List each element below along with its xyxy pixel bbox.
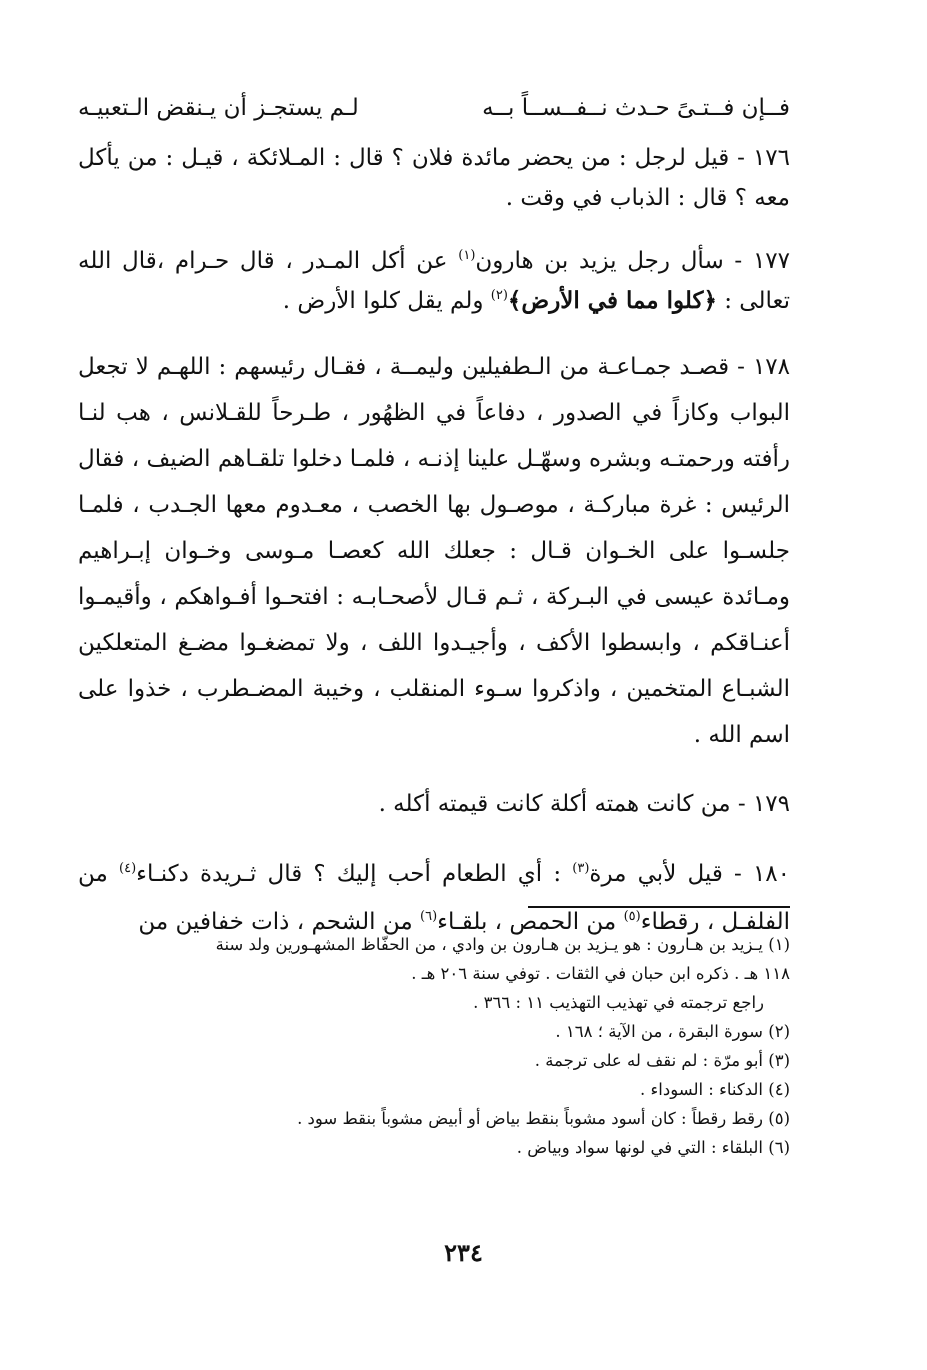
entry-180-text-part-3: من الحمص ، بلقـاء [437,909,624,935]
footnote-4: (٤) الدكناء : السوداء . [640,1080,790,1099]
verse-second-hemistich: لـم يستجـز أن يـنقض الـتعبيـه [78,95,359,121]
footnote-ref-5[interactable]: (٥) [623,909,641,924]
footnote-ref-6[interactable]: (٦) [420,909,438,924]
entry-176: ١٧٦ - قيل لرجل : من يحضر مائدة فلان ؟ قال : المـلائكة ، قيـل : من يأكل معه ؟ قال : الذباب في وقت . [78,145,790,211]
footnote-ref-4[interactable]: (٤) [119,861,137,876]
footnote-1-reference: راجع ترجمته في تهذيب التهذيب ١١ : ٣٦٦ . [473,993,764,1012]
footnote-ref-1[interactable]: (١) [458,248,476,263]
footnote-ref-3[interactable]: (٣) [572,861,590,876]
entry-177-text-middle: عن أكل المـدر ، قال حـرام ،قال الله تعالى : [78,248,790,314]
footnote-6: (٦) البلقاء : التي في لونها سواد وبياض . [516,1138,790,1157]
entry-178: ١٧٨ - قصـد جمـاعـة من الـطفيلين وليمــة ، فقـال رئيسهم : اللهـم لا تجعل البواب وكازاً في الصدور ، دفاعاً في الظهُور ، طـرحاً للقـلانس ، هب لنـا رأفته ورحمتـه وبشره وسهّـل علينا إذنـه ، فلمـا دخلوا تلقـاهم الضيف ، فقال الرئيس : غرة مباركـة ، موصـول بها الخصب ، معـدوم معها الجـدب ، فلمـا جلسـوا على الخـوان قـال : جعلك الله كعصـا مـوسى وخـوان إبـراهيم ومـائدة عيسى في البـركة ، ثـم قـال لأصحـابـه : افتحـوا أفـواهكم ، وأقيمـوا أعنـاقكم ، وابسطوا الأكف ، وأجيـدوا اللف ، ولا تمضغـوا مضـغ المتعلكين الشبـاع المتخمين ، واذكروا سـوء المنقلب ، وخيبة المضـطرب ، خذوا على اسم الله . [78,354,790,748]
footnote-ref-2[interactable]: (٢) [490,288,508,303]
footnote-separator [528,906,790,908]
footnote-1: (١) يـزيد بن هـارون : هو يـزيد بن هـارون بن وادي ، من الحفّاظ المشهـورين ولد سنة [215,935,790,954]
footnote-5: (٥) رقط رقطاً : كان أسود مشوباً بنقط بياض أو أبيض مشوباً بنقط سود . [297,1109,790,1128]
poetry-verse [78,88,790,130]
footnote-3: (٣) أبو مرّة : لم نقف له على ترجمة . [534,1051,790,1070]
entry-177-text-end: ولم يقل كلوا الأرض . [282,288,491,314]
entry-180-text-part-1: : أي الطعام أحب إليك ؟ قال ثـريدة دكنـاء [136,861,573,887]
footnote-2: (٢) سورة البقرة ، من الآية ؛ ١٦٨ . [555,1022,790,1041]
verse-first-hemistich: فــإن فــتـىً حـدث نــفــســاً بــه [482,95,790,121]
entry-180-text-end: من الشحم ، ذات خفافين من [138,909,420,935]
footnotes [78,930,790,1162]
footnote-1-continuation: ١١٨ هـ . ذكره ابن حبان في الثقات . توفي سنة ٢٠٦ هـ . [411,964,790,983]
page-body [78,88,790,969]
entry-180-text-start: ١٨٠ - قيل لأبي مرة [589,861,791,887]
page-number: ٢٣٤ [444,1238,483,1267]
entry-177 [78,241,790,321]
entry-177-text-start: ١٧٧ - سأل رجل يزيد بن هارون [475,248,790,274]
entry-179: ١٧٩ - من كانت همته أكلة كانت قيمته أكله . [378,791,790,817]
entry-180-text-part-2: من الفلفـل ، رقطاء [78,861,790,935]
quran-quote: ﴿كلوا مما في الأرض﴾ [507,287,717,314]
